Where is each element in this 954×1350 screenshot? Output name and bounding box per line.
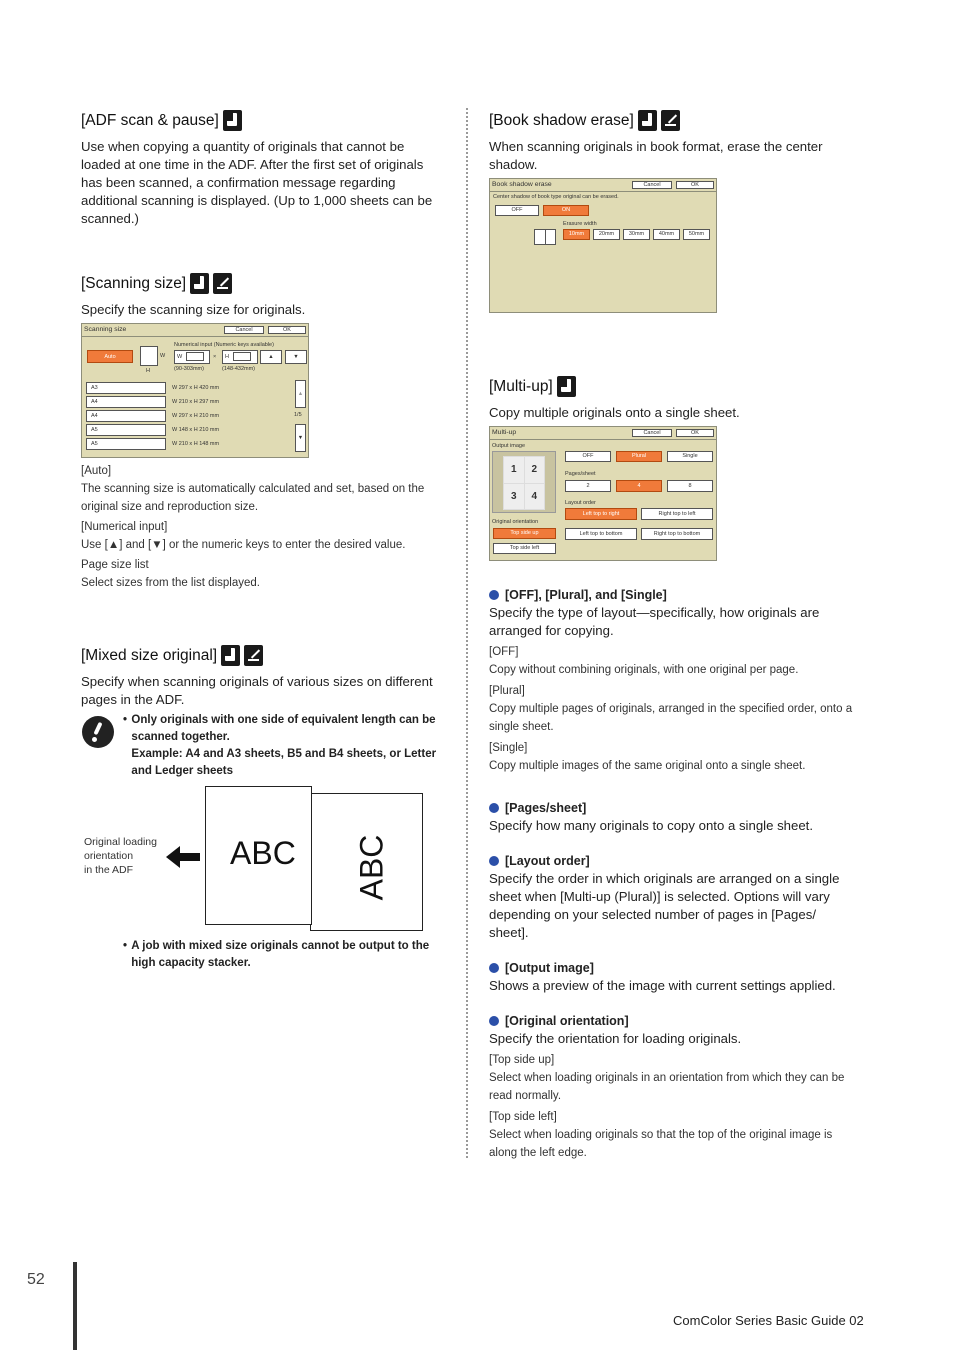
pages-4-button[interactable]: 4 bbox=[616, 480, 662, 492]
plural-text: Copy multiple pages of originals, arranged in the specified order, onto a single sheet. bbox=[489, 703, 853, 733]
size-row[interactable] bbox=[86, 438, 292, 450]
top-side-up-button[interactable]: Top side up bbox=[493, 528, 556, 539]
multi-body: Copy multiple originals onto a single sheet. bbox=[489, 405, 740, 420]
bullet-icon bbox=[489, 1016, 499, 1026]
bullet-icon bbox=[489, 963, 499, 973]
on-button[interactable]: ON bbox=[543, 205, 589, 216]
top-up-text: Select when loading originals in an orientation from which they can be read normally. bbox=[489, 1072, 845, 1102]
top-left-heading: [Top side left] bbox=[489, 1111, 557, 1123]
footer-bar bbox=[73, 1262, 77, 1350]
numeric-heading: [Numerical input] bbox=[81, 521, 168, 533]
size-diagram bbox=[140, 346, 158, 366]
copy-icon bbox=[638, 110, 657, 131]
caution-icon bbox=[82, 716, 114, 748]
note1-main: Only originals with one side of equivalent length can be scanned together. bbox=[131, 714, 436, 743]
width-20mm[interactable]: 20mm bbox=[593, 229, 620, 240]
caution-note bbox=[123, 712, 445, 780]
off-heading: [OFF] bbox=[489, 646, 519, 658]
size-name: A4 bbox=[86, 396, 166, 408]
ok-button[interactable]: OK bbox=[676, 429, 714, 437]
pages-heading: [Pages/sheet] bbox=[489, 799, 859, 817]
width-input[interactable]: W bbox=[174, 350, 210, 364]
layout-order-label: Layout order bbox=[565, 500, 596, 506]
off-text: Copy without combining originals, with one original per page. bbox=[489, 664, 799, 676]
width-10mm[interactable]: 10mm bbox=[563, 229, 590, 240]
single-text: Copy multiple images of the same original onto a single sheet. bbox=[489, 760, 806, 772]
height-input[interactable]: H bbox=[222, 350, 258, 364]
numeric-text: Use [▲] and [▼] or the numeric keys to enter the desired value. bbox=[81, 539, 406, 551]
guide-name: ComColor Series Basic Guide 02 bbox=[673, 1313, 864, 1328]
screen-title: Book shadow erase bbox=[492, 181, 552, 188]
page-number: 52 bbox=[27, 1271, 45, 1288]
size-dim: W 297 x H 210 mm bbox=[172, 413, 220, 419]
size-row[interactable] bbox=[86, 396, 292, 408]
left-top-to-right-button[interactable]: Left top to right bbox=[565, 508, 637, 520]
book-body: When scanning originals in book format, erase the center shadow. bbox=[489, 139, 823, 172]
pages-2-button[interactable]: 2 bbox=[565, 480, 611, 492]
size-dim: W 210 x H 297 mm bbox=[172, 399, 220, 405]
increase-button[interactable]: ▲ bbox=[260, 350, 282, 364]
width-30mm[interactable]: 30mm bbox=[623, 229, 650, 240]
size-row[interactable] bbox=[86, 382, 292, 394]
bullet-icon bbox=[489, 856, 499, 866]
a3-sheet bbox=[310, 793, 423, 931]
copy-icon bbox=[557, 376, 576, 397]
h-diagram-label: H bbox=[146, 368, 150, 374]
adf-body: Use when copying a quantity of originals that cannot be loaded at one time in the ADF. After the first set of originals has been scanned, a confirmation message regarding additional scanning is displayed. (Up to 1,000 sheets can be scanned.) bbox=[81, 139, 433, 226]
cancel-button[interactable]: Cancel bbox=[224, 326, 264, 334]
size-name: A3 bbox=[86, 382, 166, 394]
bullet-icon bbox=[489, 590, 499, 600]
adf-title: [ADF scan & pause] bbox=[81, 110, 242, 131]
plural-button[interactable]: Plural bbox=[616, 451, 662, 462]
scanning-body: Specify the scanning size for originals. bbox=[81, 302, 306, 317]
orient-heading: [Original orientation] bbox=[489, 1012, 859, 1030]
orientation-label: Original orientation bbox=[492, 519, 539, 525]
right-top-to-left-button[interactable]: Right top to left bbox=[641, 508, 713, 520]
scan-icon bbox=[213, 273, 232, 294]
times-sign: × bbox=[213, 354, 217, 360]
ok-button[interactable]: OK bbox=[268, 326, 306, 334]
loading-label bbox=[84, 835, 157, 877]
single-button[interactable]: Single bbox=[667, 451, 713, 462]
erasure-width-label: Erasure width bbox=[563, 221, 597, 227]
cancel-button[interactable]: Cancel bbox=[632, 181, 672, 189]
note2-text: A job with mixed size originals cannot be output to the high capacity stacker. bbox=[131, 940, 430, 969]
page-1: 1 bbox=[504, 457, 524, 483]
page-4: 4 bbox=[525, 484, 545, 510]
height-range: (148-432mm) bbox=[222, 366, 256, 372]
screen-title: Multi-up bbox=[492, 429, 517, 436]
output-text: Shows a preview of the image with current settings applied. bbox=[489, 978, 836, 993]
size-dim: W 210 x H 148 mm bbox=[172, 441, 220, 447]
abc-text: ABC bbox=[230, 835, 296, 871]
note1-example: Example: A4 and A3 sheets, B5 and B4 sheets, or Letter and Ledger sheets bbox=[131, 748, 437, 777]
arrow-left-icon bbox=[166, 846, 201, 868]
book-shadow-screen bbox=[489, 178, 717, 313]
multi-descriptions bbox=[489, 586, 859, 1162]
bullet-icon bbox=[489, 803, 499, 813]
list-heading: Page size list bbox=[81, 559, 149, 571]
auto-heading: [Auto] bbox=[81, 465, 112, 477]
top-up-heading: [Top side up] bbox=[489, 1054, 555, 1066]
copy-icon bbox=[221, 645, 240, 666]
numeric-label: Numerical input (Numeric keys available) bbox=[174, 342, 274, 348]
copy-icon bbox=[223, 110, 242, 131]
width-50mm[interactable]: 50mm bbox=[683, 229, 710, 240]
output-image-label: Output image bbox=[492, 443, 526, 449]
loading-line: orientation bbox=[84, 850, 134, 862]
page-2: 2 bbox=[525, 457, 545, 483]
bullet: • bbox=[123, 714, 128, 726]
book-icon bbox=[534, 229, 556, 245]
pages-text: Specify how many originals to copy onto a single sheet. bbox=[489, 818, 814, 833]
size-name: A4 bbox=[86, 410, 166, 422]
multi-up-screen bbox=[489, 426, 717, 561]
cancel-button[interactable]: Cancel bbox=[632, 429, 672, 437]
top-left-text: Select when loading originals so that the top of the original image is along the left edge. bbox=[489, 1129, 833, 1159]
width-40mm[interactable]: 40mm bbox=[653, 229, 680, 240]
decrease-button[interactable]: ▼ bbox=[285, 350, 307, 364]
pages-sheet-label: Pages/sheet bbox=[565, 471, 596, 477]
column-divider bbox=[466, 108, 468, 1158]
orient-text: Specify the orientation for loading originals. bbox=[489, 1031, 742, 1046]
bullet: • bbox=[123, 940, 128, 952]
mixed-title: [Mixed size original] bbox=[81, 645, 263, 666]
w-diagram-label: W bbox=[160, 353, 166, 359]
size-dim: W 297 x H 420 mm bbox=[172, 385, 220, 391]
off-button[interactable]: OFF bbox=[565, 451, 611, 462]
size-name: A5 bbox=[86, 438, 166, 450]
page-indicator: 1/5 bbox=[294, 412, 302, 418]
single-heading: [Single] bbox=[489, 742, 528, 754]
stacker-note bbox=[123, 938, 445, 972]
right-top-to-bottom-button[interactable]: Right top to bottom bbox=[641, 528, 713, 540]
size-name: A5 bbox=[86, 424, 166, 436]
top-side-left-button[interactable]: Top side left bbox=[493, 543, 556, 554]
screen-title: Scanning size bbox=[84, 326, 127, 333]
center-shadow-label: Center shadow of book type original can be erased. bbox=[493, 194, 619, 200]
ops-heading: [OFF], [Plural], and [Single] bbox=[489, 586, 859, 604]
ops-text: Specify the type of layout—specifically, how originals are arranged for copying. bbox=[489, 605, 820, 638]
output-preview bbox=[492, 451, 556, 513]
off-button[interactable]: OFF bbox=[495, 205, 539, 216]
size-row[interactable] bbox=[86, 424, 292, 436]
a4-sheet bbox=[205, 786, 312, 925]
output-heading: [Output image] bbox=[489, 959, 859, 977]
page-3: 3 bbox=[504, 484, 524, 510]
auto-desc bbox=[81, 462, 446, 592]
layout-text: Specify the order in which originals are arranged on a single sheet when [Multi-up (Plural)] is selected. Options will vary depending on your selected number of pages in [Pages/ sheet]. bbox=[489, 871, 840, 940]
multi-title: [Multi-up] bbox=[489, 376, 576, 397]
scroll-down-button[interactable]: ▼ bbox=[295, 424, 306, 452]
pages-8-button[interactable]: 8 bbox=[667, 480, 713, 492]
size-row[interactable] bbox=[86, 410, 292, 422]
rotated-abc: ABC bbox=[353, 834, 390, 901]
auto-text: The scanning size is automatically calculated and set, based on the original size and reproduction size. bbox=[81, 483, 425, 513]
scan-icon bbox=[661, 110, 680, 131]
layout-heading: [Layout order] bbox=[489, 852, 859, 870]
scroll-up-button[interactable]: ▲ bbox=[295, 380, 306, 408]
copy-icon bbox=[190, 273, 209, 294]
book-title: [Book shadow erase] bbox=[489, 110, 680, 131]
width-range: (90-303mm) bbox=[174, 366, 204, 372]
scanning-title: [Scanning size] bbox=[81, 273, 232, 294]
scan-icon bbox=[244, 645, 263, 666]
auto-button[interactable]: Auto bbox=[87, 350, 133, 363]
mixed-body: Specify when scanning originals of various sizes on different pages in the ADF. bbox=[81, 674, 433, 707]
ok-button[interactable]: OK bbox=[676, 181, 714, 189]
scanning-size-screen bbox=[81, 323, 309, 458]
list-text: Select sizes from the list displayed. bbox=[81, 577, 260, 589]
plural-heading: [Plural] bbox=[489, 685, 525, 697]
size-dim: W 148 x H 210 mm bbox=[172, 427, 220, 433]
loading-line: Original loading bbox=[84, 836, 157, 848]
left-top-to-bottom-button[interactable]: Left top to bottom bbox=[565, 528, 637, 540]
loading-line: in the ADF bbox=[84, 864, 134, 876]
